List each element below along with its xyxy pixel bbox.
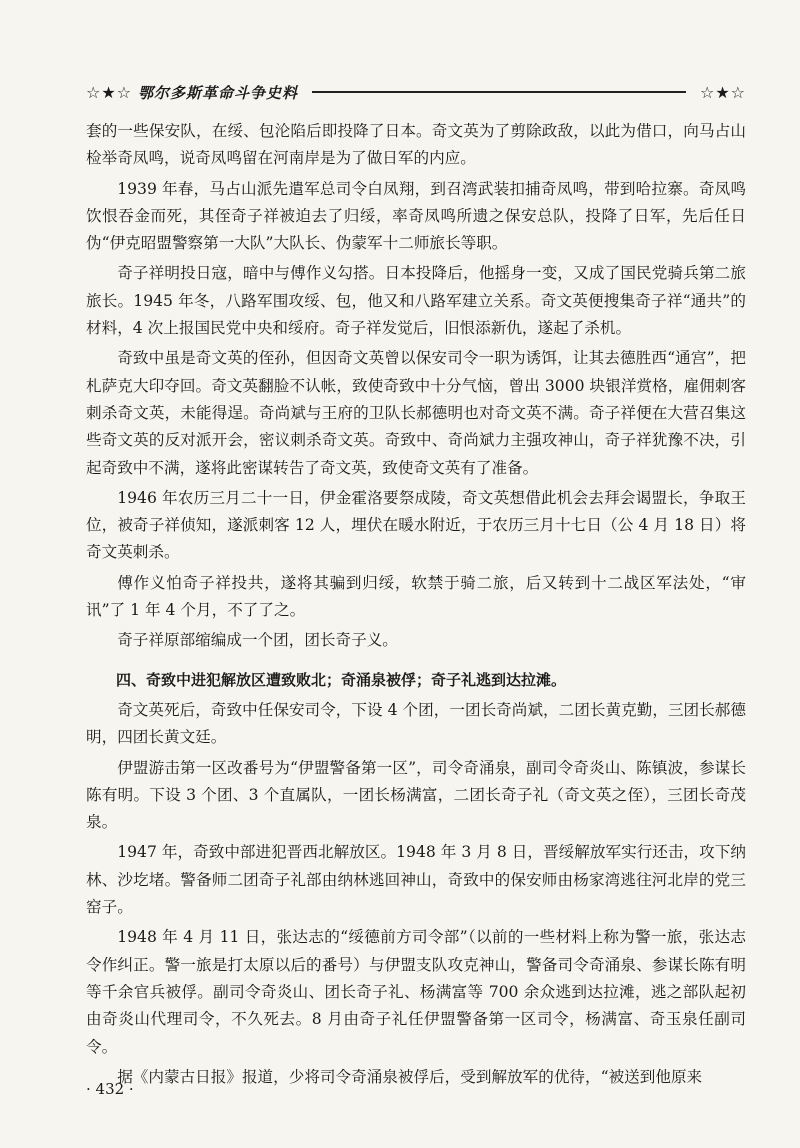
paragraph: 1939 年春，马占山派先遣军总司令白凤翔，到召湾武装扣捕奇凤鸣，带到哈拉寨。奇凤鸣饮恨吞金而死，其侄奇子祥被迫去了归绥，率奇凤鸣所遗之保安总队，投降了日军，先后任日伪“伊克昭盟警察第一大队”大队长、伪蒙军十二师旅长等职。 [86, 179, 746, 253]
header-rule [312, 91, 686, 93]
paragraph: 傅作义怕奇子祥投共，遂将其骗到归绥，软禁于骑二旅，后又转到十二战区军法处，“审讯”了 1 年 4 个月，不了了之。 [86, 573, 746, 620]
paragraph: 奇文英死后，奇致中任保安司令，下设 4 个团，一团长奇尚斌，二团长黄克勤，三团长郝德明，四团长黄文廷。 [86, 700, 746, 747]
right-star-ornament: ☆★☆ [699, 82, 746, 102]
paragraph: 奇致中虽是奇文英的侄孙，但因奇文英曾以保安司令一职为诱饵，让其去德胜西“通宫”，把札萨克大印夺回。奇文英翻脸不认帐，致使奇致中十分气恼，曾出 3000 块银洋赏格，雇佣刺客刺杀奇文英，未能得逞。奇尚斌与王府的卫队长郝德明也对奇文英不满。奇子祥便在大营召集这些奇文英的反对派开会，密议刺杀奇文英。奇致中、奇尚斌力主强攻神山，奇子祥犹豫不决，引起奇致中不满，遂将此密谋转告了奇文英，致使奇文英有了准备。 [86, 349, 746, 477]
left-star-ornament: ☆★☆ [86, 82, 133, 102]
paragraph: 奇子祥原部缩编成一个团，团长奇子义。 [117, 631, 398, 650]
paragraph: 套的一些保安队，在绥、包沦陷后即投降了日本。奇文英为了剪除政敌，以此为借口，向马占山检举奇凤鸣，说奇凤鸣留在河南岸是为了做日军的内应。 [86, 122, 746, 168]
paragraph: 伊盟游击第一区改番号为“伊盟警备第一区”，司令奇涌泉，副司令奇炎山、陈镇波，参谋长陈有明。下设 3 个团、3 个直属队，一团长杨满富，二团长奇子礼（奇文英之侄），三团长奇茂泉。 [86, 758, 746, 832]
book-title: 鄂尔多斯革命斗争史料 [138, 83, 299, 102]
paragraph: 1946 年农历三月二十一日，伊金霍洛要祭成陵，奇文英想借此机会去拜会谒盟长，争取王位，被奇子祥侦知，遂派刺客 12 人，埋伏在暖水附近，于农历三月十七日（公 4 月 18 日）将奇文英刺杀。 [86, 488, 746, 562]
page-body [86, 118, 746, 1091]
page-number: · 432 · [86, 1080, 134, 1098]
section-heading: 四、奇致中进犯解放区遭致败北；奇涌泉被俘；奇子礼逃到达拉滩。 [116, 670, 567, 689]
paragraph: 1948 年 4 月 11 日，张达志的“绥德前方司令部”（以前的一些材料上称为警一旅，张达志令作纠正。警一旅是打太原以后的番号）与伊盟支队攻克神山，警备司令奇涌泉、参谋长陈有明等千余官兵被俘。副司令奇炎山、团长奇子礼、杨满富等 700 余众逃到达拉滩，逃之部队起初由奇炎山代理司令，不久死去。8 月由奇子礼任伊盟警备第一区司令，杨满富、奇玉泉任副司令。 [86, 928, 746, 1056]
paragraph: 据《内蒙古日报》报道，少将司令奇涌泉被俘后，受到解放军的优待，“被送到他原来 [117, 1067, 703, 1086]
paragraph: 奇子祥明投日寇，暗中与傅作义勾搭。日本投降后，他摇身一变，又成了国民党骑兵第二旅旅长。1945 年冬，八路军围攻绥、包，他又和八路军建立关系。奇文英便搜集奇子祥“通共”的材料，4 次上报国民党中央和绥府。奇子祥发觉后，旧恨添新仇，遂起了杀机。 [86, 264, 746, 338]
running-header [86, 80, 746, 104]
paragraph: 1947 年，奇致中部进犯晋西北解放区。1948 年 3 月 8 日，晋绥解放军实行还击，攻下纳林、沙圪堵。警备师二团奇子礼部由纳林逃回神山，奇致中的保安师由杨家湾逃往河北岸的党三窑子。 [86, 843, 746, 917]
